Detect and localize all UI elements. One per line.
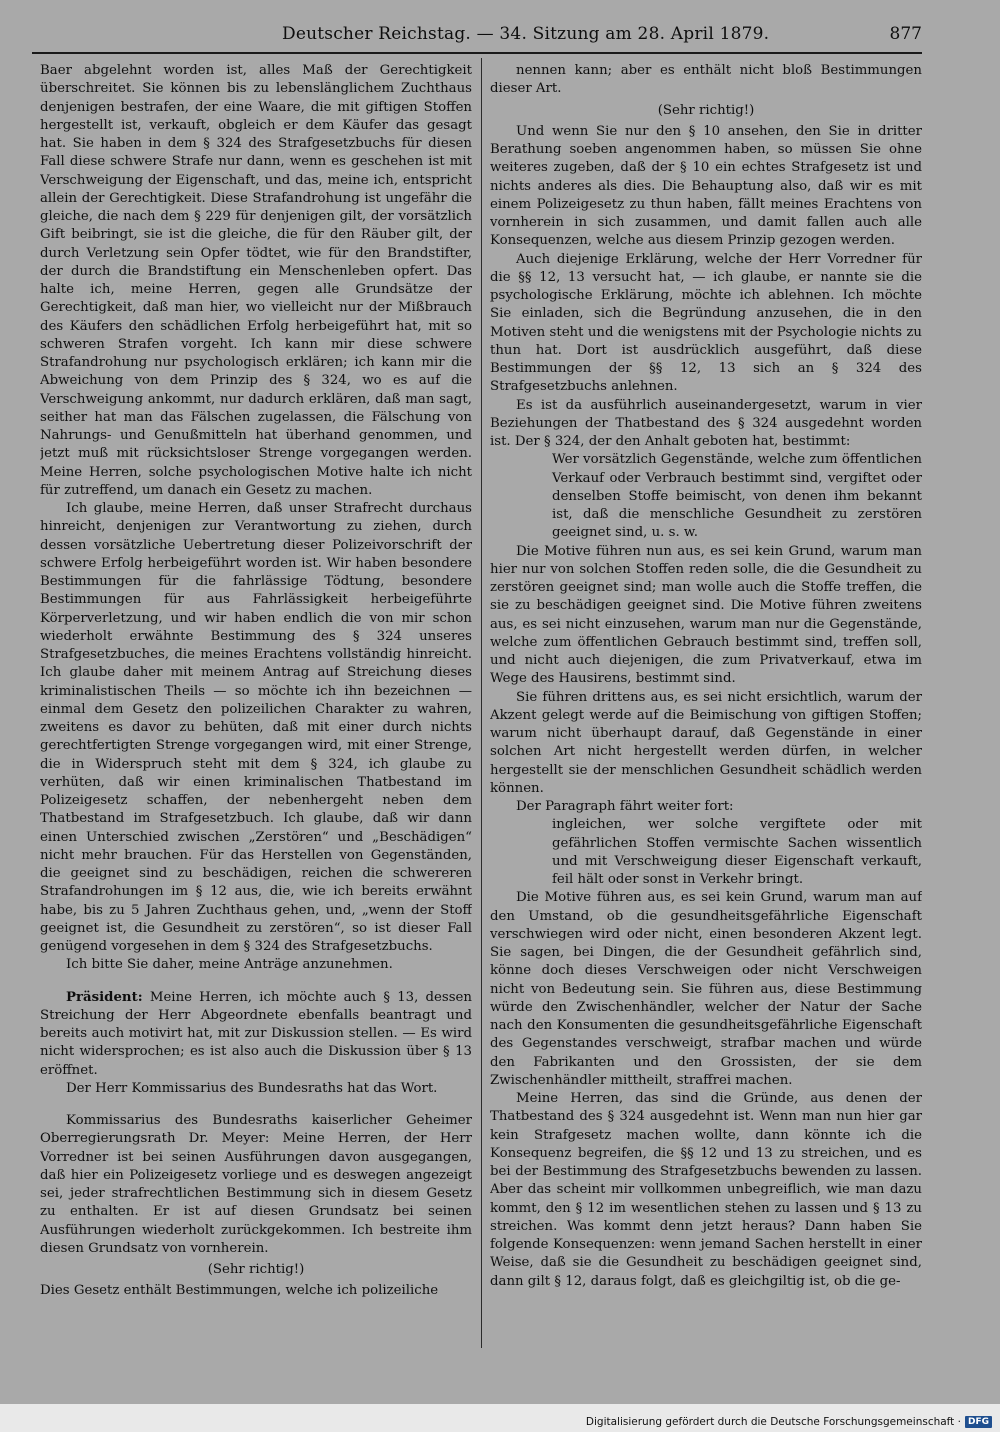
paragraph: Die Motive führen aus, es sei kein Grund, warum man auf den Umstand, ob die gesundheitsgefährliche Eigenschaft verschwiegen wird oder nicht, einen besonderen Akzent legt. Sie sagen, bei Dingen, die der Gesundheit gefährlich sind, könne doch dieses Verschweigen oder nicht Verschweigen nicht von Bedeutung sein. Sie führen aus, diese Bestimmung würde den Zwischenhändler, welcher der Natur der Sache nach den Konsumenten die gesundheitsgefährliche Eigenschaft des Gegenstandes verschweigt, strafbar machen und würde den Fabrikanten und den Grossisten, der sie dem Zwischenhändler mittheilt, straffrei machen. [490, 890, 922, 1088]
speaker-label: Kommissarius des Bundesraths kaiserlicher Geheimer Oberregierungsrath Dr. Meyer: [40, 1113, 472, 1147]
page-title: Deutscher Reichstag. — 34. Sitzung am 28. April 1879. [282, 24, 770, 44]
paragraph: Ich bitte Sie daher, meine Anträge anzunehmen. [66, 957, 393, 973]
speaker-label: Präsident: [66, 989, 143, 1005]
paragraph: nennen kann; aber es enthält nicht bloß Bestimmungen dieser Art. [490, 63, 922, 97]
column-divider [481, 58, 482, 1348]
spacer [40, 975, 472, 989]
speech-text: Meine Herren, ich möchte auch § 13, dessen Streichung der Herr Abgeordnete ebenfalls beantragt und bereits auch motivirt hat, mit zur Diskussion stellen. — Es wird nicht widersprochen; es ist also auch die Diskussion über § 13 eröffnet. [40, 989, 472, 1078]
paragraph: Der Paragraph fährt weiter fort: [516, 799, 734, 814]
page-number: 877 [889, 24, 922, 44]
funding-note: Digitalisierung gefördert durch die Deutsche Forschungsgemeinschaft · [585, 1416, 961, 1428]
right-column [490, 62, 922, 1342]
paragraph: Die Motive führen nun aus, es sei kein Grund, warum man hier nur von solchen Stoffen reden solle, die die Gesundheit zu zerstören geeignet sind; man wolle auch die Stoffe treffen, die sie zu beschädigen geeignet sind. Die Motive führen zweitens aus, es sei nicht einzusehen, warum man nur die Gegenstände, welche zum öffentlichen Gebrauch bestimmt sind, treffen soll, und nicht auch diejenigen, die zum Privatverkauf, etwa im Wege des Hausirens, bestimmt sind. [490, 543, 922, 687]
digitization-footer [586, 1416, 992, 1428]
dfg-logo-icon: DFG [965, 1416, 992, 1428]
paragraph: Meine Herren, das sind die Gründe, aus denen der Thatbestand des § 324 ausgedehnt ist. Wenn man nun hier gar kein Strafgesetz machen wollte, dann könnte ich die Konsequenz begreifen, die §§ 12 und 13 zu streichen, und es bei der Bestimmung des Strafgesetzbuchs bewenden zu lassen. Aber das scheint mir vollkommen unbegreiflich, wie man dazu kommt, den § 12 im wesentlichen stehen zu lassen und § 13 zu streichen. Was kommt denn jetzt heraus? Dann haben Sie folgende Konsequenzen: wenn jemand Sachen herstellt in einer Weise, daß sie die Gesundheit zu beschädigen geeignet sind, dann gilt § 12, daraus folgt, daß es gleichgiltig ist, ob die ge- [490, 1091, 922, 1289]
spacer [40, 1098, 472, 1112]
paragraph: Baer abgelehnt worden ist, alles Maß der Gerechtigkeit überschreitet. Sie können bis zu lebenslänglichem Zuchthaus denjenigen bestrafen, der eine Waare, die mit giftigen Stoffen hergestellt ist, verkauft, obgleich er dem Käufer das gesagt hat. Sie haben in dem § 324 des Strafgesetzbuchs für diesen Fall diese schwere Strafe nur dann, wenn es geschehen ist mit Verschweigung der Eigenschaft, und das, meine ich, entspricht allein der Gerechtigkeit. Diese Strafandrohung ist ungefähr die gleiche, die nach dem § 229 für denjenigen gilt, der vorsätzlich Gift beibringt, sie ist die gleiche, die für den Räuber gilt, der durch Verletzung sein Opfer tödtet, wie für den Brandstifter, der durch die Brandstiftung ein Menschenleben opfert. Das halte ich, meine Herren, gegen alle Grundsätze der Gerechtigkeit, daß man hier, wo vielleicht nur der Mißbrauch des Käufers den schädlichen Erfolg herbeigeführt hat, mit so schweren Strafen vorgeht. Ich kann mir diese schwere Strafandrohung nur psychologisch erklären; ich kann mir die Abweichung von dem Prinzip des § 324, wo es auf die Verschweigung ankommt, nur dadurch erklären, daß man sagt, seither hat man das Fälschen zugelassen, die Fälschung von Nahrungs- und Genußmitteln hat überhand genommen, und jetzt muß mit rücksichtsloser Strenge vorgegangen werden. Meine Herren, solche psychologischen Motive halte ich nicht für zutreffend, um danach ein Gesetz zu machen. [40, 63, 472, 498]
paragraph: Es ist da ausführlich auseinandergesetzt, warum in vier Beziehungen der Thatbestand des § 324 ausgedehnt worden ist. Der § 324, der den Anhalt geboten hat, bestimmt: [490, 397, 922, 449]
paragraph: Und wenn Sie nur den § 10 ansehen, den Sie in dritter Berathung soeben angenommen haben, so müssen Sie ohne weiteres zugeben, daß der § 10 ein echtes Strafgesetz ist und nichts anderes als dies. Die Behauptung also, daß wir es mit einem Polizeigesetz zu thun haben, fällt meines Erachtens von vornherein in sich zusammen, und damit fallen auch alle Konsequenzen, welche aus diesem Prinzip gezogen werden. [490, 123, 922, 249]
president-speech [40, 989, 472, 1080]
applause-note: (Sehr richtig!) [657, 102, 755, 118]
paragraph: Sie führen drittens aus, es sei nicht ersichtlich, warum der Akzent gelegt werde auf die Beimischung von giftigen Stoffen; warum nicht überhaupt darauf, daß Gegenstände in einer solchen Art nicht hergestellt werden dürfen, in welcher hergestellt sie der menschlichen Gesundheit schädlich werden können. [490, 689, 922, 796]
law-quote: ingleichen, wer solche vergiftete oder mit gefährlichen Stoffen vermischte Sachen wissentlich und mit Verschweigung dieser Eigenschaft verkauft, feil hält oder sonst in Verkehr bringt. [552, 817, 922, 887]
applause-note: (Sehr richtig!) [207, 1262, 305, 1277]
paragraph: Ich glaube, meine Herren, daß unser Strafrecht durchaus hinreicht, denjenigen zur Verantwortung zu ziehen, durch dessen vorsätzliche Uebertretung dieser Polizeivorschrift der schwere Erfolg herbeigeführt worden ist. Wir haben besondere Bestimmungen für die fahrlässige Tödtung, besondere Bestimmungen für aus Fahrlässigkeit herbeigeführte Körperverletzung, und wir haben endlich die von mir schon wiederholt erwähnte Bestimmung des § 324 unseres Strafgesetzbuches, die meines Erachtens vollständig hinreicht. Ich glaube daher mit meinem Antrag auf Streichung dieses kriminalistischen Theils — so möchte ich ihn bezeichnen — einmal dem Gesetz den polizeilichen Charakter zu wahren, zweitens es davor zu behüten, daß mit einer durch nichts gerechtfertigten Strenge vorgegangen wird, mit einer Strenge, die in Widerspruch steht mit dem § 324, ich glaube zu verhüten, daß wir einen kriminalischen Thatbestand im Polizeigesetz schaffen, der nebenhergeht neben dem Thatbestand im Strafgesetzbuch. Ich glaube, daß wir dann einen Unterschied zwischen „Zerstören“ und „Beschädigen“ nicht mehr brauchen. Für das Herstellen von Gegenständen, die geeignet sind zu beschädigen, reichen die schwereren Strafandrohungen im § 12 aus, die, wie ich bereits erwähnt habe, bis zu 5 Jahren Zuchthaus gehen, und, „wenn der Stoff geeignet ist, die Gesundheit zu zerstören“, so ist dieser Fall genügend vorgesehen in dem § 324 des Strafgesetzbuchs. [40, 501, 472, 954]
law-quote: Wer vorsätzlich Gegenstände, welche zum öffentlichen Verkauf oder Verbrauch bestimmt sind, vergiftet oder denselben Stoffe beimischt, von denen ihm bekannt ist, daß die menschliche Gesundheit zu zerstören geeignet sind, u. s. w. [552, 452, 922, 541]
page-header [32, 18, 922, 54]
paragraph: Der Herr Kommissarius des Bundesraths hat das Wort. [66, 1080, 438, 1096]
paragraph: Dies Gesetz enthält Bestimmungen, welche ich polizeiliche [40, 1283, 439, 1299]
speech-text: Meine Herren, der Herr Vorredner ist bei seinen Ausführungen davon ausgegangen, daß hier ein Polizeigesetz vorliege und es deswegen angezeigt sei, jeder strafrechtlichen Bestimmung sich in diesem Gesetz zu enthalten. Er ist auf diesen Grundsatz bei seinen Ausführungen wiederholt zurückgekommen. Ich bestreite ihm diesen Grundsatz von vornherein. [40, 1131, 472, 1256]
left-column [40, 62, 472, 1342]
paragraph: Auch diejenige Erklärung, welche der Herr Vorredner für die §§ 12, 13 versucht hat, — ich glaube, er nannte sie die psychologische Erklärung, möchte ich ablehnen. Ich möchte Sie einladen, sich die Begründung anzusehen, die in den Motiven steht und die wenigstens mit der Psychologie nichts zu thun hat. Dort ist ausdrücklich ausgeführt, daß diese Bestimmungen der §§ 12, 13 sich an § 324 des Strafgesetzbuchs anlehnen. [490, 251, 922, 395]
commissioner-speech [40, 1112, 472, 1258]
